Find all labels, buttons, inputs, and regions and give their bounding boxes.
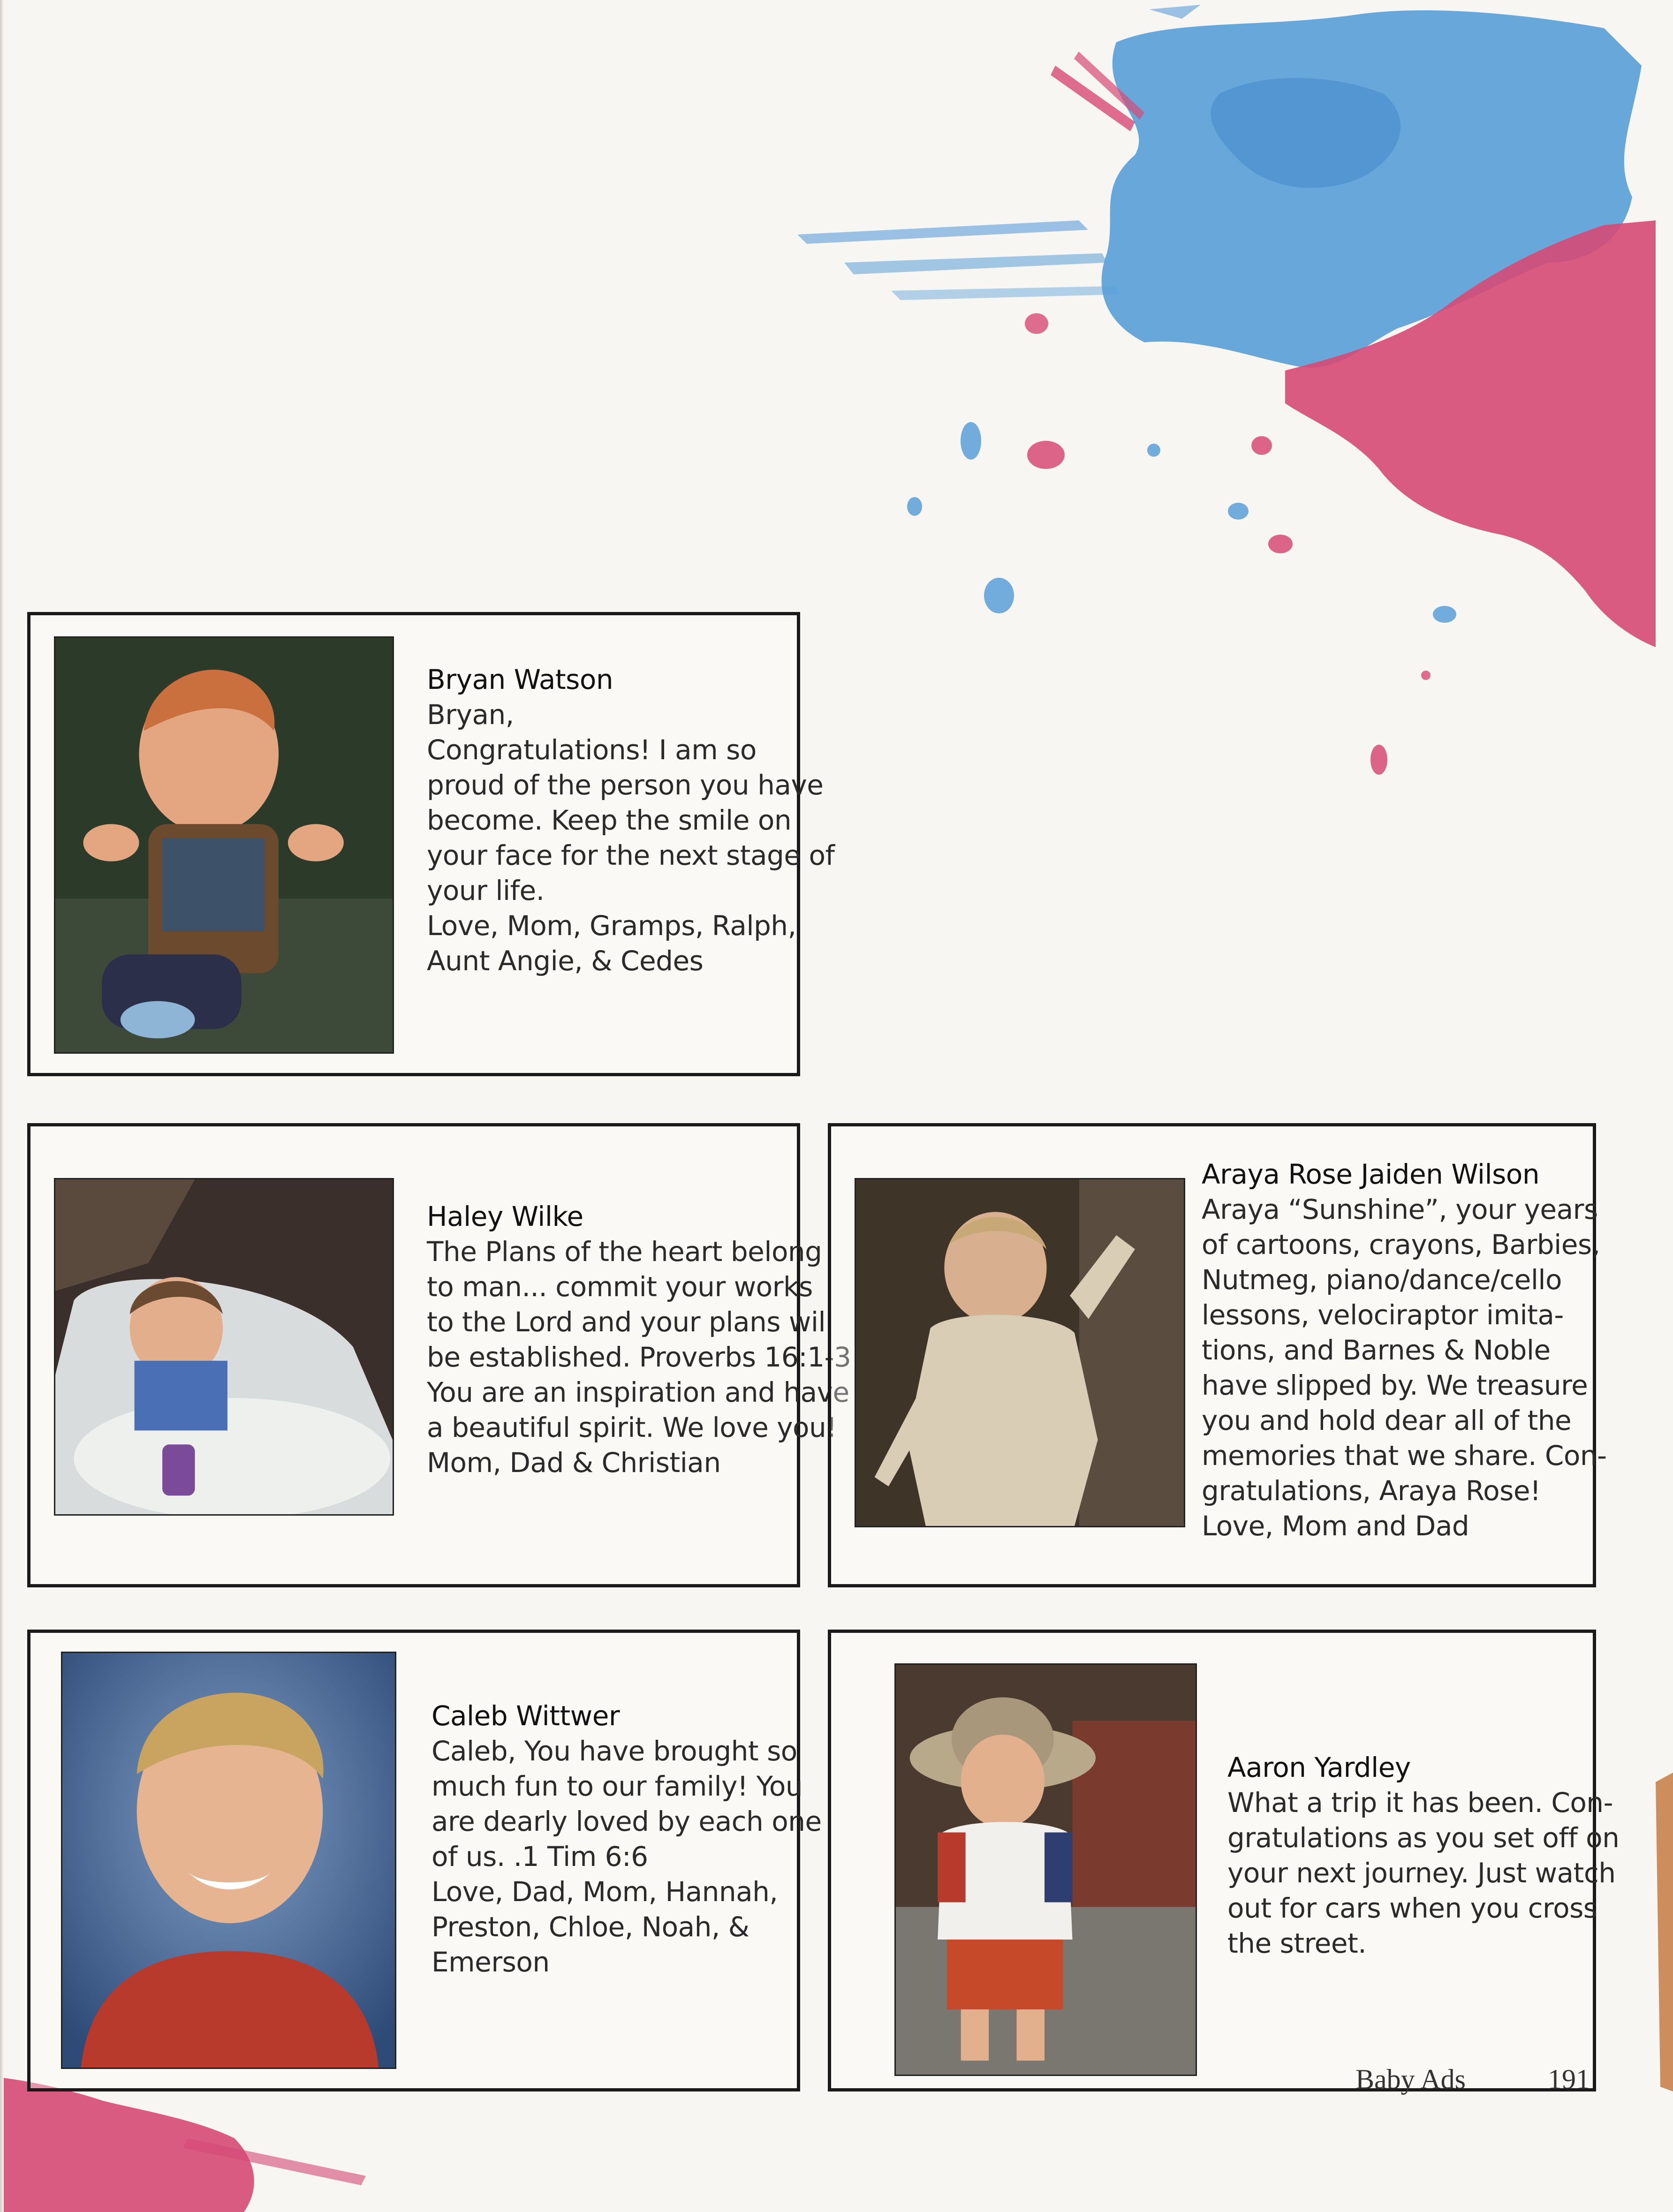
photo-bryan-watson — [54, 636, 394, 1054]
message-line: Emerson — [431, 1946, 550, 1978]
message-line: lessons, velociraptor imita- — [1202, 1299, 1564, 1331]
ad-text-bryan-watson — [427, 662, 834, 979]
message-line: Preston, Chloe, Noah, & — [431, 1911, 749, 1943]
photo-caleb-wittwer — [61, 1652, 396, 2069]
message-line: proud of the person you have — [427, 769, 824, 801]
page-number: 191 — [1548, 2064, 1590, 2095]
child-name: Haley Wilke — [427, 1200, 583, 1232]
message-line: to the Lord and your plans will — [427, 1306, 833, 1338]
message-line: memories that we share. Con- — [1202, 1440, 1607, 1472]
message-line: Bryan, — [427, 699, 514, 731]
message-line: much fun to our family! You — [431, 1770, 803, 1802]
photo-araya-wilson — [855, 1178, 1185, 1527]
message-line: gratulations as you set off on — [1227, 1822, 1620, 1854]
message-line: become. Keep the smile on — [427, 804, 792, 836]
message-line: Mom, Dad & Christian — [427, 1447, 721, 1479]
message-line: You are an inspiration and have — [427, 1376, 849, 1408]
ad-haley-wilke — [27, 1123, 851, 1587]
message-line: your life. — [427, 875, 545, 906]
ad-text-caleb-wittwer — [431, 1699, 822, 1980]
ad-aaron-yardley — [828, 1630, 1620, 2091]
message-line: are dearly loved by each one — [431, 1805, 822, 1837]
message-line: be established. Proverbs 16:1-3 — [427, 1341, 851, 1373]
child-name: Araya Rose Jaiden Wilson — [1202, 1158, 1540, 1190]
message-line: your face for the next stage of — [427, 839, 835, 871]
ad-bryan-watson — [27, 612, 835, 1076]
message-line: Congratulations! I am so — [427, 734, 757, 766]
message-line: the street. — [1227, 1927, 1367, 1959]
message-line: Caleb, You have brought so — [431, 1735, 797, 1767]
photo-aaron-yardley — [894, 1663, 1197, 2076]
message-line: your next journey. Just watch — [1227, 1857, 1616, 1889]
message-line: a beautiful spirit. We love you! — [427, 1412, 837, 1443]
message-line: have slipped by. We treasure — [1202, 1369, 1588, 1401]
message-line: tions, and Barnes & Noble — [1202, 1334, 1551, 1366]
message-line: Araya “Sunshine”, your years — [1202, 1193, 1598, 1225]
ad-araya-wilson — [828, 1123, 1607, 1587]
child-name: Aaron Yardley — [1227, 1751, 1411, 1783]
ad-caleb-wittwer — [27, 1630, 822, 2091]
ad-text-aaron-yardley — [1227, 1750, 1619, 1961]
message-line: you and hold dear all of the — [1202, 1404, 1572, 1436]
message-line: Love, Mom, Gramps, Ralph, — [427, 910, 796, 942]
child-name: Bryan Watson — [427, 664, 613, 695]
message-line: gratulations, Araya Rose! — [1202, 1475, 1541, 1507]
message-line: Love, Dad, Mom, Hannah, — [431, 1876, 778, 1908]
message-line: Love, Mom and Dad — [1202, 1510, 1469, 1542]
photo-haley-wilke — [54, 1178, 394, 1516]
message-line: of us. .1 Tim 6:6 — [431, 1841, 648, 1872]
ad-text-araya-wilson — [1202, 1157, 1607, 1544]
ad-text-haley-wilke — [427, 1199, 851, 1480]
message-line: out for cars when you cross — [1227, 1892, 1597, 1924]
message-line: of cartoons, crayons, Barbies, — [1202, 1229, 1600, 1261]
message-line: to man... commit your works — [427, 1271, 813, 1303]
message-line: What a trip it has been. Con- — [1227, 1787, 1613, 1819]
page-footer-section: Baby Ads — [1355, 2064, 1466, 2095]
child-name: Caleb Wittwer — [431, 1700, 620, 1732]
message-line: The Plans of the heart belong — [427, 1236, 822, 1268]
message-line: Nutmeg, piano/dance/cello — [1202, 1264, 1562, 1296]
message-line: Aunt Angie, & Cedes — [427, 945, 704, 977]
binding-gutter — [0, 0, 4, 2212]
